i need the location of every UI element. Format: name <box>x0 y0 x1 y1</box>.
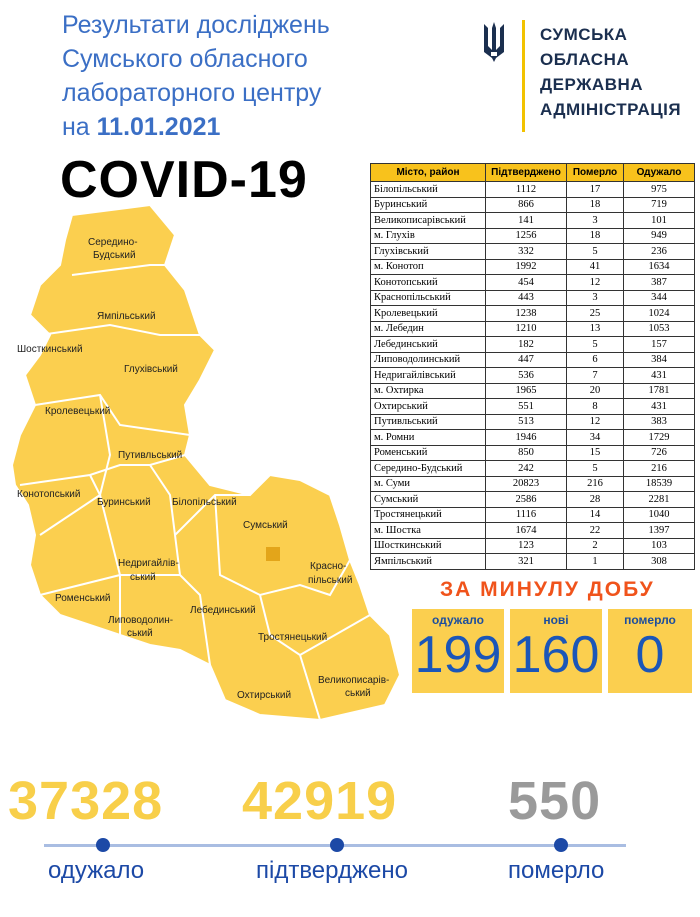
value-cell: 1674 <box>486 523 567 539</box>
value-cell: 1729 <box>624 430 695 446</box>
map-label: ський <box>127 628 153 639</box>
value-cell: 3 <box>567 213 624 229</box>
table-row <box>371 244 695 260</box>
table-row <box>371 399 695 415</box>
district-name-cell: м. Лебедин <box>371 321 486 337</box>
value-cell: 1946 <box>486 430 567 446</box>
value-cell: 41 <box>567 259 624 275</box>
value-cell: 103 <box>624 538 695 554</box>
total-recovered-label: одужало <box>48 857 145 884</box>
table-row <box>371 321 695 337</box>
value-cell: 321 <box>486 554 567 570</box>
district-name-cell: Конотопський <box>371 275 486 291</box>
value-cell: 384 <box>624 352 695 368</box>
value-cell: 387 <box>624 275 695 291</box>
region-map <box>0 195 420 755</box>
value-cell: 1256 <box>486 228 567 244</box>
district-name-cell: Кролевецький <box>371 306 486 322</box>
logo-text <box>540 22 681 122</box>
value-cell: 513 <box>486 414 567 430</box>
map-label: Буринський <box>97 497 151 508</box>
value-cell: 2281 <box>624 492 695 508</box>
value-cell: 12 <box>567 275 624 291</box>
page-title <box>62 8 392 144</box>
map-label: Білопільський <box>172 497 237 508</box>
covid-heading: COVID-19 <box>60 151 308 209</box>
map-label: Середино- <box>88 237 138 248</box>
value-cell: 7 <box>567 368 624 384</box>
table-row <box>371 430 695 446</box>
map-label: Великописарів- <box>318 675 390 686</box>
value-cell: 949 <box>624 228 695 244</box>
value-cell: 2 <box>567 538 624 554</box>
value-cell: 1 <box>567 554 624 570</box>
district-name-cell: Білопільський <box>371 182 486 198</box>
table-row <box>371 507 695 523</box>
district-name-cell: Сумський <box>371 492 486 508</box>
value-cell: 3 <box>567 290 624 306</box>
logo-line: ДЕРЖАВНА <box>540 75 644 94</box>
map-label: Шосткинський <box>17 344 83 355</box>
table-row <box>371 290 695 306</box>
value-cell: 1397 <box>624 523 695 539</box>
value-cell: 1024 <box>624 306 695 322</box>
table-row <box>371 228 695 244</box>
table-row <box>371 383 695 399</box>
table-header-row <box>371 164 695 182</box>
map-label: пільський <box>308 575 353 586</box>
district-name-cell: Краснопільський <box>371 290 486 306</box>
total-confirmed-label: підтверджено <box>256 857 408 884</box>
value-cell: 15 <box>567 445 624 461</box>
district-name-cell: м. Охтирка <box>371 383 486 399</box>
map-label: ський <box>345 688 371 699</box>
value-cell: 18539 <box>624 476 695 492</box>
logo-line: СУМСЬКА <box>540 25 628 44</box>
daily-recovered-card <box>412 609 504 693</box>
value-cell: 850 <box>486 445 567 461</box>
value-cell: 551 <box>486 399 567 415</box>
map-label: Сумський <box>243 520 288 531</box>
district-name-cell: Ямпільський <box>371 554 486 570</box>
title-line: лабораторного центру <box>62 79 322 107</box>
table-row <box>371 306 695 322</box>
card-label: померло <box>624 613 676 627</box>
district-name-cell: Роменський <box>371 445 486 461</box>
district-name-cell: Липоводолинський <box>371 352 486 368</box>
value-cell: 18 <box>567 197 624 213</box>
value-cell: 2586 <box>486 492 567 508</box>
total-confirmed: 42919 <box>242 771 398 831</box>
timeline-dot <box>554 838 568 852</box>
report-date: 11.01.2021 <box>96 113 221 141</box>
table-row <box>371 538 695 554</box>
value-cell: 1965 <box>486 383 567 399</box>
value-cell: 5 <box>567 337 624 353</box>
value-cell: 454 <box>486 275 567 291</box>
value-cell: 22 <box>567 523 624 539</box>
district-name-cell: м. Глухів <box>371 228 486 244</box>
district-name-cell: Лебединський <box>371 337 486 353</box>
sumy-city-marker <box>266 547 280 561</box>
table-row <box>371 337 695 353</box>
value-cell: 20823 <box>486 476 567 492</box>
value-cell: 308 <box>624 554 695 570</box>
total-died-label: померло <box>508 857 605 884</box>
map-label: ський <box>130 572 156 583</box>
table-row <box>371 523 695 539</box>
logo-line: ОБЛАСНА <box>540 50 630 69</box>
value-cell: 5 <box>567 461 624 477</box>
value-cell: 1238 <box>486 306 567 322</box>
map-label: Роменський <box>55 593 111 604</box>
column-header: Підтверджено <box>486 164 567 182</box>
map-label: Ямпільський <box>97 311 156 322</box>
district-name-cell: Великописарівський <box>371 213 486 229</box>
map-label: Недригайлів- <box>118 558 179 569</box>
table-row <box>371 492 695 508</box>
value-cell: 447 <box>486 352 567 368</box>
district-name-cell: м. Шостка <box>371 523 486 539</box>
value-cell: 536 <box>486 368 567 384</box>
district-name-cell: м. Ромни <box>371 430 486 446</box>
district-name-cell: Путивльський <box>371 414 486 430</box>
total-recovered: 37328 <box>8 771 164 831</box>
value-cell: 123 <box>486 538 567 554</box>
card-value: 199 <box>414 626 502 684</box>
administration-logo <box>470 12 690 132</box>
title-line: Результати досліджень <box>62 11 330 39</box>
value-cell: 236 <box>624 244 695 260</box>
logo-divider <box>522 20 525 132</box>
timeline-dot <box>330 838 344 852</box>
value-cell: 332 <box>486 244 567 260</box>
value-cell: 1112 <box>486 182 567 198</box>
value-cell: 34 <box>567 430 624 446</box>
value-cell: 443 <box>486 290 567 306</box>
daily-new-card <box>510 609 602 693</box>
value-cell: 14 <box>567 507 624 523</box>
table-row <box>371 461 695 477</box>
timeline-dot <box>96 838 110 852</box>
value-cell: 866 <box>486 197 567 213</box>
district-name-cell: м. Суми <box>371 476 486 492</box>
value-cell: 216 <box>567 476 624 492</box>
value-cell: 344 <box>624 290 695 306</box>
value-cell: 157 <box>624 337 695 353</box>
district-stats-table <box>370 163 695 570</box>
value-cell: 101 <box>624 213 695 229</box>
value-cell: 20 <box>567 383 624 399</box>
table-row <box>371 554 695 570</box>
map-label: Тростянецький <box>258 632 328 643</box>
value-cell: 1116 <box>486 507 567 523</box>
district-name-cell: Тростянецький <box>371 507 486 523</box>
value-cell: 141 <box>486 213 567 229</box>
value-cell: 719 <box>624 197 695 213</box>
value-cell: 1781 <box>624 383 695 399</box>
table-row <box>371 213 695 229</box>
value-cell: 1992 <box>486 259 567 275</box>
district-name-cell: Глухівський <box>371 244 486 260</box>
value-cell: 431 <box>624 368 695 384</box>
column-header: Одужало <box>624 164 695 182</box>
value-cell: 726 <box>624 445 695 461</box>
card-label: нові <box>543 613 569 627</box>
value-cell: 182 <box>486 337 567 353</box>
column-header: Місто, район <box>371 164 486 182</box>
card-value: 160 <box>512 626 600 684</box>
map-label: Красно- <box>310 561 347 572</box>
title-line: Сумського обласного <box>62 45 308 73</box>
table-row <box>371 476 695 492</box>
value-cell: 383 <box>624 414 695 430</box>
table-row <box>371 259 695 275</box>
map-label: Глухівський <box>124 364 178 375</box>
value-cell: 1210 <box>486 321 567 337</box>
title-line: на 11.01.2021 <box>62 113 221 141</box>
daily-died-card <box>608 609 692 693</box>
value-cell: 216 <box>624 461 695 477</box>
map-label: Лебединський <box>190 605 256 616</box>
map-label: Конотопський <box>17 489 81 500</box>
map-label: Охтирський <box>237 690 292 701</box>
total-died: 550 <box>508 771 602 831</box>
value-cell: 17 <box>567 182 624 198</box>
value-cell: 5 <box>567 244 624 260</box>
value-cell: 1040 <box>624 507 695 523</box>
table-row <box>371 352 695 368</box>
table-row <box>371 182 695 198</box>
column-header: Померло <box>567 164 624 182</box>
value-cell: 6 <box>567 352 624 368</box>
value-cell: 25 <box>567 306 624 322</box>
trident-icon <box>480 20 508 64</box>
map-label: Путивльський <box>118 450 183 461</box>
table-row <box>371 275 695 291</box>
district-name-cell: м. Конотоп <box>371 259 486 275</box>
value-cell: 431 <box>624 399 695 415</box>
logo-line: АДМІНІСТРАЦІЯ <box>540 100 682 119</box>
district-name-cell: Охтирський <box>371 399 486 415</box>
table-row <box>371 414 695 430</box>
value-cell: 1053 <box>624 321 695 337</box>
district-name-cell: Шосткинський <box>371 538 486 554</box>
district-name-cell: Середино-Будський <box>371 461 486 477</box>
value-cell: 13 <box>567 321 624 337</box>
district-name-cell: Буринський <box>371 197 486 213</box>
value-cell: 28 <box>567 492 624 508</box>
table-row <box>371 445 695 461</box>
map-label: Будський <box>93 250 136 261</box>
value-cell: 18 <box>567 228 624 244</box>
value-cell: 8 <box>567 399 624 415</box>
value-cell: 242 <box>486 461 567 477</box>
map-label: Липоводолин- <box>108 615 174 626</box>
district-name-cell: Недригайлівський <box>371 368 486 384</box>
table-row <box>371 368 695 384</box>
value-cell: 1634 <box>624 259 695 275</box>
value-cell: 12 <box>567 414 624 430</box>
card-label: одужало <box>432 613 484 627</box>
table-row <box>371 197 695 213</box>
map-label: Кролевецький <box>45 406 111 417</box>
card-value: 0 <box>635 626 665 684</box>
value-cell: 975 <box>624 182 695 198</box>
daily-title: ЗА МИНУЛУ ДОБУ <box>440 578 655 601</box>
